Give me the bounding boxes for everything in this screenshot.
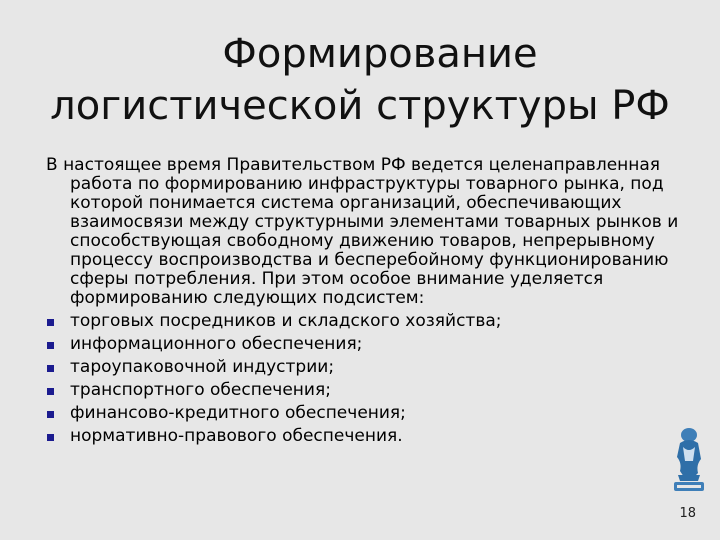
slide-title (0, 28, 720, 132)
slide-title-line-2: логистической структуры РФ (50, 83, 670, 129)
list-item-text: тароупаковочной индустрии; (70, 357, 335, 377)
list-item (46, 312, 686, 331)
list-item-text: нормативно-правового обеспечения. (70, 426, 403, 446)
list-item (46, 427, 686, 446)
list-item (46, 404, 686, 423)
intro-paragraph: В настоящее время Правительством РФ ведется целенаправленная работа по формированию инфраструктуры товарного рынка, под которой понимается система организаций, обеспечивающих взаимосвязи между структурными элементами товарных рынков и способствующая свободному движению товаров, непрерывному процессу воспроизводства и бесперебойному функционированию сферы потребления. При этом особое внимание уделяется формированию следующих подсистем: (46, 155, 679, 308)
list-item-text: торговых посредников и складского хозяйства; (70, 311, 502, 331)
list-item (46, 335, 686, 354)
list-item-text: информационного обеспечения; (70, 334, 363, 354)
square-bullet-icon (47, 342, 54, 349)
list-item-text: транспортного обеспечения; (70, 380, 331, 400)
list-item-text: финансово-кредитного обеспечения; (70, 403, 406, 423)
square-bullet-icon (47, 434, 54, 441)
page-number: 18 (679, 506, 696, 521)
slide-body (46, 156, 686, 446)
slide-title-line-1: Формирование (222, 31, 538, 77)
square-bullet-icon (47, 411, 54, 418)
square-bullet-icon (47, 388, 54, 395)
list-item (46, 381, 686, 400)
square-bullet-icon (47, 319, 54, 326)
university-emblem-icon (668, 425, 710, 493)
list-item (46, 358, 686, 377)
square-bullet-icon (47, 365, 54, 372)
bullet-list (46, 312, 686, 446)
